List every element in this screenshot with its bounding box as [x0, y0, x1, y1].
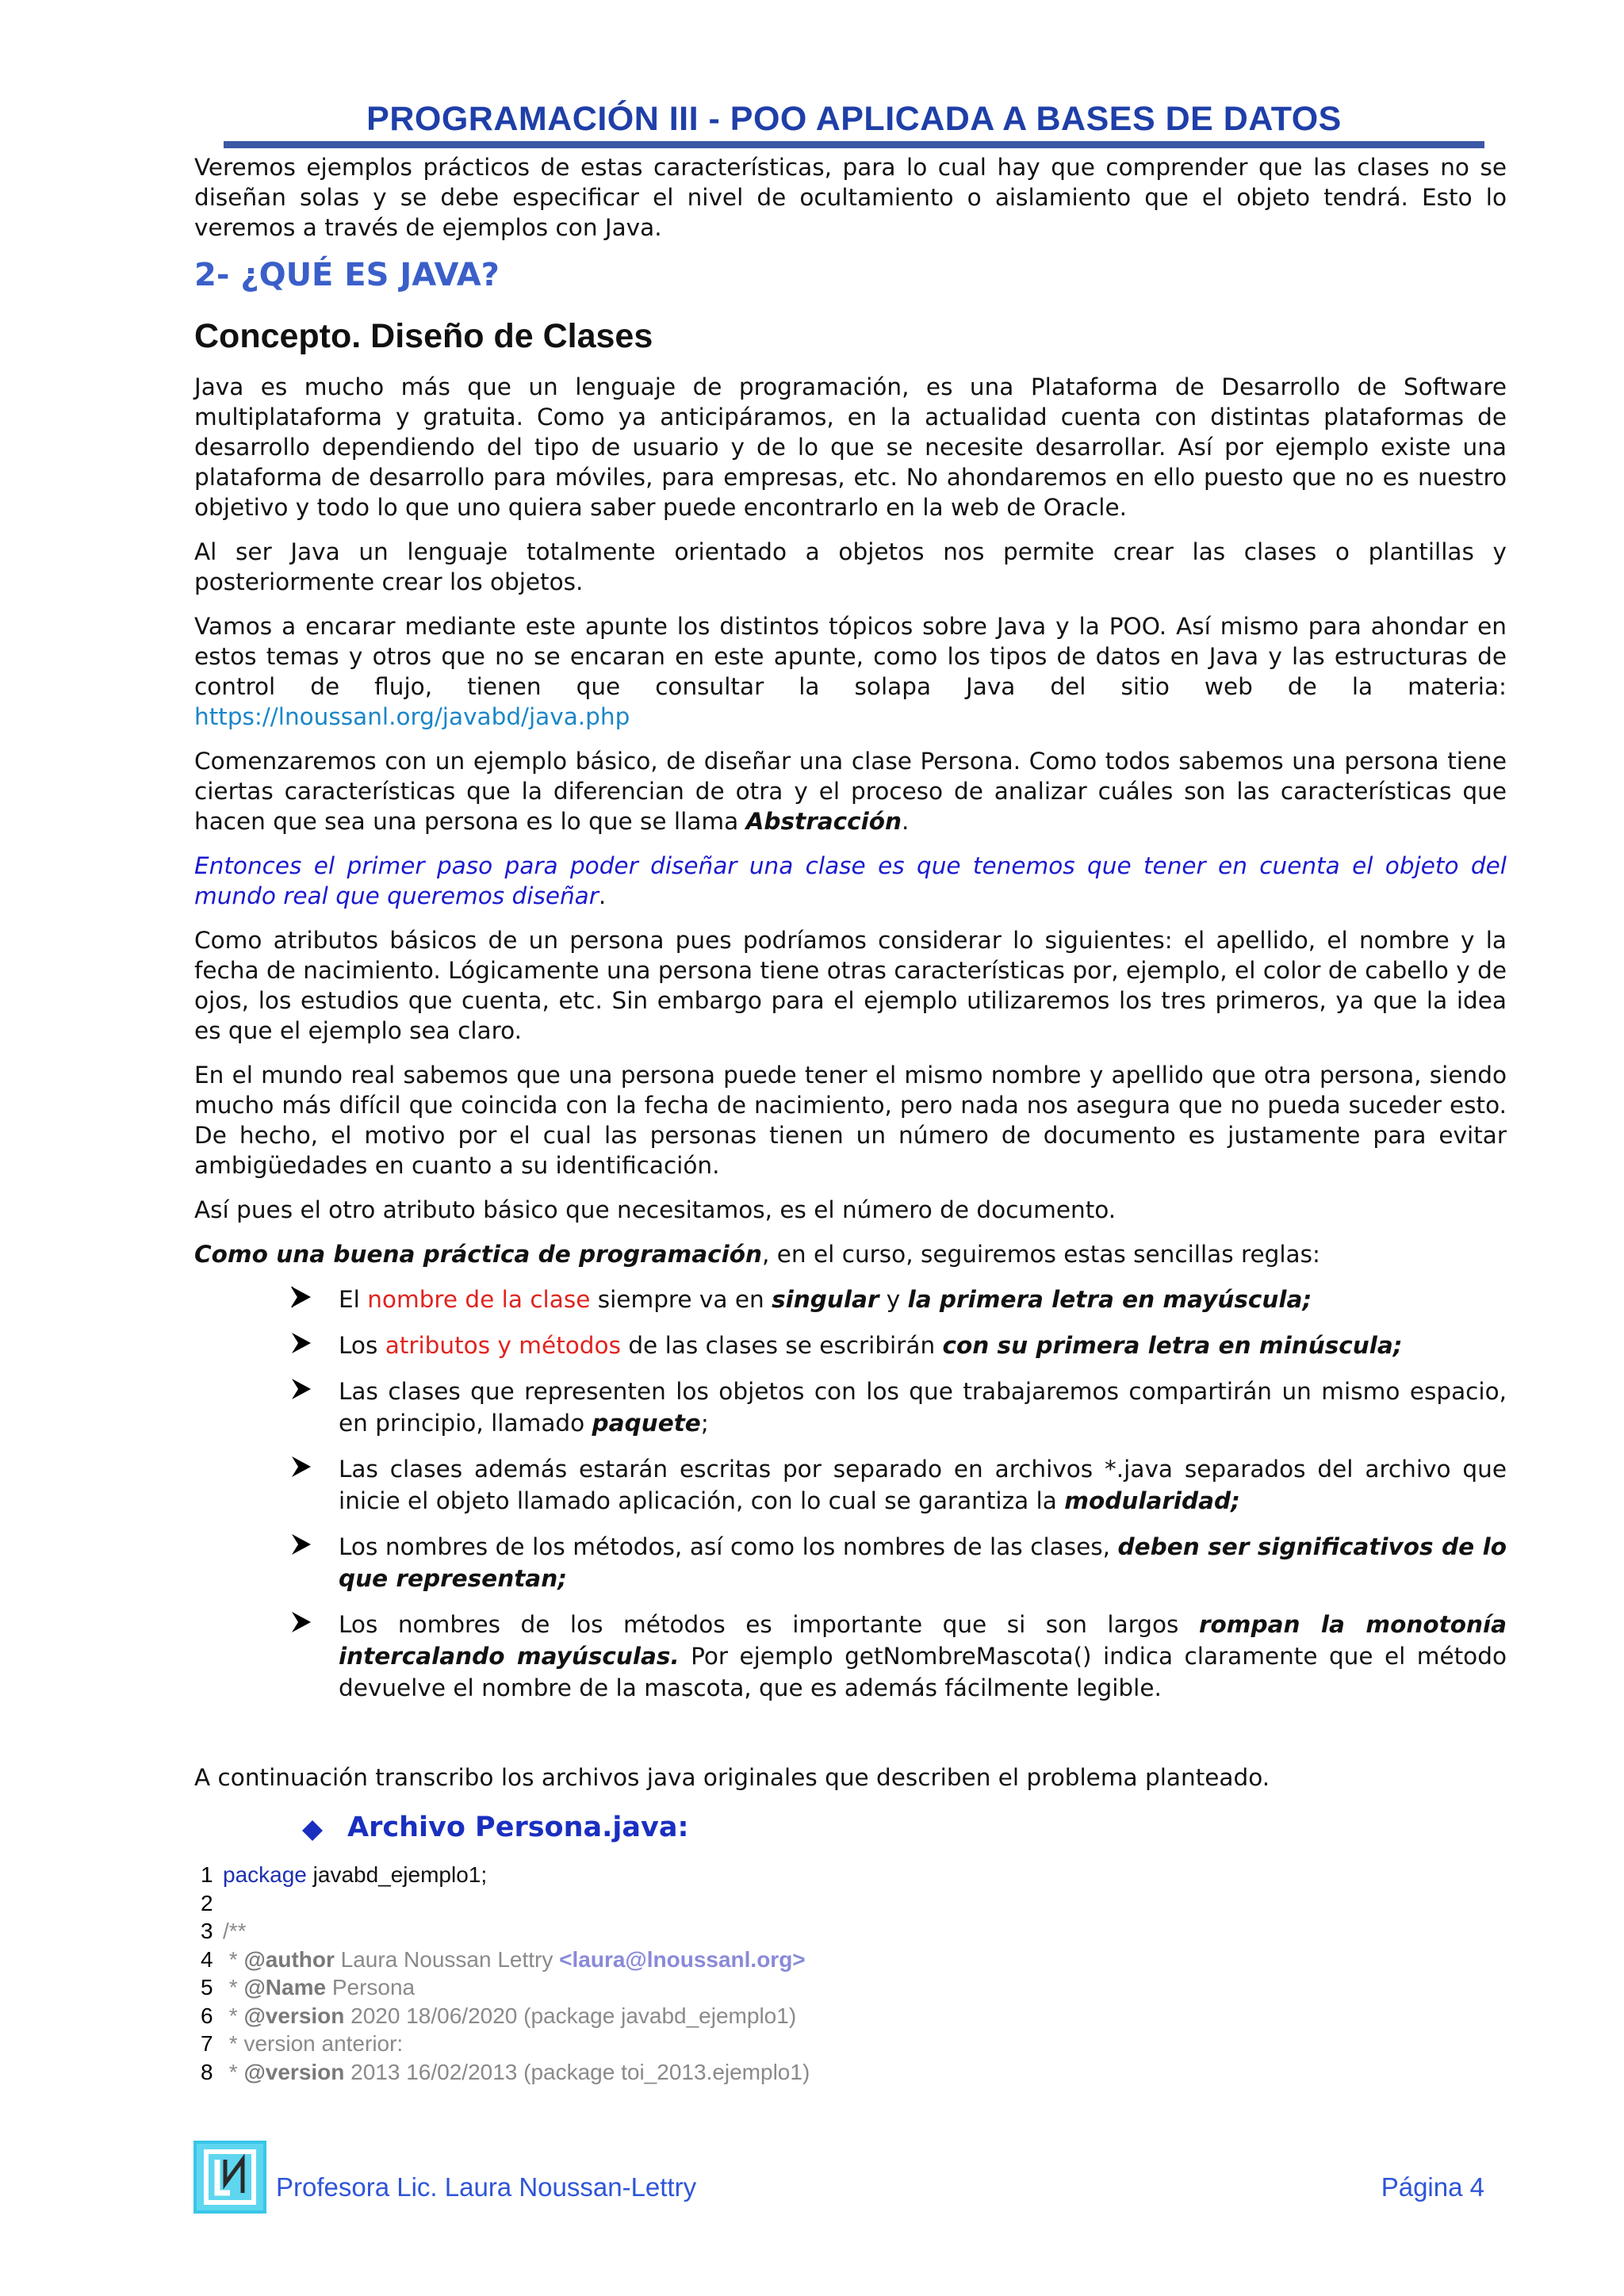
- code-line: [201, 1861, 1507, 1889]
- first-step-italic: Entonces el primer paso para poder diseñar una clase es que tenemos que tener en cuenta el objeto del mundo real que queremos diseñar: [194, 852, 1507, 909]
- code-comment: *: [223, 1946, 244, 1972]
- paragraph-attributes: Como atributos básicos de un persona pues podríamos considerar lo siguientes: el apellido, el nombre y la fecha de nacimiento. Lógicamente una persona tiene otras características por, ejemplo, el color de cabello y de ojos, los estudios que cuenta, etc. Sin embargo para el ejemplo utilizaremos los tres primeros, ya que la idea es que el ejemplo sea claro.: [194, 927, 1507, 1044]
- paragraph-topics: [194, 611, 1507, 732]
- code-comment: /**: [223, 1919, 247, 1943]
- rule-text: y: [879, 1286, 908, 1313]
- rule-highlight: nombre de la clase: [367, 1286, 591, 1313]
- rule-item: [337, 1376, 1507, 1439]
- code-line: [201, 2058, 1507, 2087]
- paragraph-transcribe: A continuación transcribo los archivos java originales que describen el problema planteado.: [194, 1764, 1270, 1791]
- good-practice-emph: Como una buena práctica de programación: [194, 1241, 763, 1268]
- rule-emphasis: rompan la monotonía intercalando mayúsculas.: [339, 1611, 1507, 1670]
- arrow-bullet-icon: [289, 1533, 313, 1556]
- rule-text: Los nombres de los métodos, así como los nombres de las clases,: [339, 1533, 1118, 1560]
- rule-text: ;: [700, 1410, 709, 1437]
- rule-text: Los nombres de los métodos es importante que si son largos: [339, 1611, 1199, 1638]
- diamond-bullet-icon: [301, 1820, 324, 1842]
- good-practice-text: , en el curso, seguiremos estas sencillas reglas:: [762, 1241, 1320, 1268]
- code-listing: [194, 1861, 1507, 2086]
- rule-item: [337, 1531, 1507, 1594]
- rule-item: [337, 1453, 1507, 1517]
- code-line: [201, 2002, 1507, 2030]
- intro-paragraph: Veremos ejemplos prácticos de estas características, para lo cual hay que comprender que las clases no se diseñan solas y se debe especificar el nivel de ocultamiento o aislamiento que el objeto tendrá. Esto lo veremos a través de ejemplos con Java.: [194, 154, 1507, 241]
- paragraph-java-platform: Java es mucho más que un lenguaje de programación, es una Plataforma de Desarrollo de Software multiplataforma y gratuita. Como ya anticipáramos, en la actualidad cuenta con distintas plataformas de desarrollo dependiendo del tipo de usuario y de lo que se necesite desarrollar. Así por ejemplo existe una plataforma de desarrollo para móviles, para empresas, etc. No ahondaremos en ello puesto que no es nuestro objetivo y todo lo que uno quiera saber puede encontrarlo en la web de Oracle.: [194, 373, 1507, 521]
- paragraph-document-number: Así pues el otro atributo básico que necesitamos, es el número de documento.: [194, 1196, 1116, 1223]
- rule-text: Las clases que representen los objetos con los que trabajaremos compartirán un mismo espacio, en principio, llamado: [339, 1378, 1507, 1437]
- java-site-link[interactable]: https://lnoussanl.org/javabd/java.php: [194, 703, 630, 730]
- rule-text: Por ejemplo getNombreMascota() indica claramente que el método devuelve el nombre de la mascota, que es además fácilmente legible.: [339, 1643, 1507, 1701]
- paragraph-real-world: En el mundo real sabemos que una persona puede tener el mismo nombre y apellido que otra persona, siendo mucho más difícil que coincida con la fecha de nacimiento, pero nada nos asegura que no pueda suceder esto. De hecho, el motivo por el cual las personas tienen un número de documento es justamente para evitar ambigüedades en cuanto a su identificación.: [194, 1062, 1507, 1179]
- rule-highlight: atributos y métodos: [385, 1332, 621, 1359]
- line-number: 7: [201, 2031, 213, 2056]
- line-number: 8: [201, 2059, 213, 2084]
- rule-emphasis: deben ser significativos de lo que representan;: [339, 1533, 1507, 1592]
- rules-list: [194, 1284, 1507, 1704]
- archive-heading: [301, 1812, 1507, 1843]
- code-comment: * version anterior:: [223, 2031, 404, 2056]
- code-line: [201, 1917, 1507, 1946]
- paragraph-abstraction: [194, 746, 1507, 836]
- rule-item: [337, 1284, 1507, 1315]
- rule-emphasis: singular: [772, 1286, 879, 1313]
- paragraph-topics-text: Vamos a encarar mediante este apunte los distintos tópicos sobre Java y la POO. Así mismo para ahondar en estos temas y otros que no se encaran en este apunte, como los tipos de datos en Java y las estructuras de control de flujo, tienen que consultar la solapa Java del sitio web de la materia:: [194, 613, 1507, 700]
- code-line: [201, 1973, 1507, 2002]
- line-number: 5: [201, 1975, 213, 1999]
- footer-page-number: Página 4: [1381, 2172, 1484, 2202]
- paragraph-object-oriented: Al ser Java un lenguaje totalmente orientado a objetos nos permite crear las clases o plantillas y posteriormente crear los objetos.: [194, 538, 1507, 595]
- rule-text: El: [339, 1286, 368, 1313]
- code-line: [201, 2030, 1507, 2058]
- footer-author: Profesora Lic. Laura Noussan-Lettry: [276, 2172, 697, 2202]
- archive-title: Archivo Persona.java:: [347, 1812, 689, 1843]
- rule-emphasis: paquete: [592, 1410, 701, 1437]
- code-javadoc-tag: @version: [243, 2003, 345, 2028]
- first-step-end: .: [598, 882, 607, 909]
- rule-text: Las clases además estarán escritas por separado en archivos *.java separados del archivo que inicie el objeto llamado aplicación, con lo cual se garantiza la: [339, 1456, 1507, 1514]
- code-comment: Persona: [326, 1975, 416, 1999]
- paragraph-abstraction-end: .: [902, 808, 910, 835]
- logo-icon: [193, 2141, 266, 2214]
- code-email-link: <laura@lnoussanl.org>: [559, 1946, 806, 1972]
- paragraph-abstraction-text: Comenzaremos con un ejemplo básico, de diseñar una clase Persona. Como todos sabemos una persona tiene ciertas características que la diferencian de otra y el proceso de analizar cuáles son las características que hacen que sea una persona es lo que se llama: [194, 748, 1507, 835]
- code-keyword: package: [223, 1862, 307, 1887]
- line-number: 1: [201, 1862, 213, 1887]
- page-header-title: PROGRAMACIÓN III - POO APLICADA A BASES DE DATOS: [366, 100, 1342, 138]
- code-line: [201, 1946, 1507, 1974]
- section-subtitle: Concepto. Diseño de Clases: [194, 317, 653, 355]
- line-number: 6: [201, 2003, 213, 2028]
- arrow-bullet-icon: [289, 1285, 313, 1309]
- rule-emphasis: con su primera letra en minúscula;: [942, 1332, 1403, 1359]
- code-javadoc-tag: @author: [243, 1946, 335, 1972]
- document-body: [194, 152, 1507, 2086]
- arrow-bullet-icon: [289, 1331, 313, 1355]
- rule-text: siempre va en: [590, 1286, 772, 1313]
- arrow-bullet-icon: [289, 1377, 313, 1401]
- section-title: 2- ¿QUÉ ES JAVA?: [194, 257, 500, 293]
- arrow-bullet-icon: [289, 1455, 313, 1479]
- code-text: javabd_ejemplo1;: [306, 1862, 488, 1887]
- rule-text: Los: [339, 1332, 385, 1359]
- rule-item: [337, 1330, 1507, 1361]
- code-comment: *: [223, 1975, 244, 1999]
- line-number: 3: [201, 1919, 213, 1943]
- line-number: 4: [201, 1946, 213, 1972]
- code-comment: 2020 18/06/2020 (package javabd_ejemplo1): [344, 2003, 797, 2028]
- paragraph-first-step: [194, 851, 1507, 911]
- header-rule: [224, 141, 1484, 148]
- abstraction-term: Abstracción: [745, 808, 902, 835]
- rule-text: de las clases se escribirán: [620, 1332, 943, 1359]
- code-comment: *: [223, 2003, 244, 2028]
- rule-emphasis: modularidad;: [1064, 1487, 1240, 1514]
- code-javadoc-tag: @Name: [243, 1975, 327, 1999]
- arrow-bullet-icon: [289, 1610, 313, 1634]
- paragraph-good-practice: [194, 1239, 1507, 1269]
- code-line: [201, 1889, 1507, 1918]
- code-comment: Laura Noussan Lettry: [334, 1946, 560, 1972]
- rule-item: [337, 1609, 1507, 1704]
- rule-emphasis: la primera letra en mayúscula;: [907, 1286, 1312, 1313]
- code-comment: 2013 16/02/2013 (package toi_2013.ejemplo1): [344, 2059, 810, 2084]
- code-javadoc-tag: @version: [243, 2059, 345, 2084]
- code-comment: *: [223, 2059, 244, 2084]
- line-number: 2: [201, 1890, 213, 1915]
